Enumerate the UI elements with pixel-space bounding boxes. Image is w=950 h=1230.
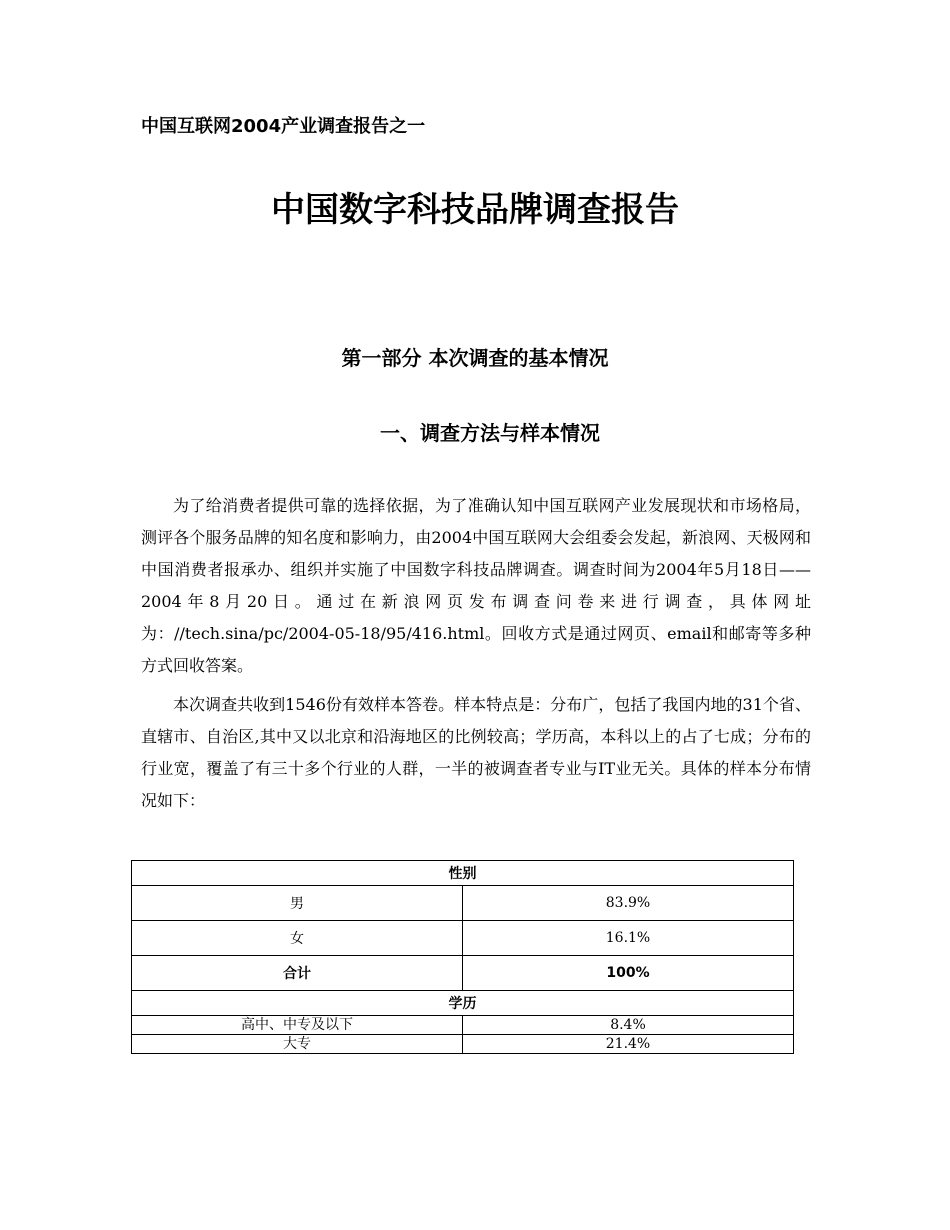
education-heading: 学历 (132, 991, 794, 1016)
section-heading: 一、调查方法与样本情况 (380, 421, 600, 445)
report-series-label: 中国互联网2004产业调查报告之一 (141, 116, 426, 137)
gender-value-male: 83.9% (463, 886, 794, 921)
sample-distribution-table (131, 860, 794, 1054)
body-paragraph-method: 为了给消费者提供可靠的选择依据，为了准确认知中国互联网产业发展现状和市场格局，测评各个服务品牌的知名度和影响力，由2004中国互联网大会组委会发起，新浪网、天极网和中国消费者报承办、组织并实施了中国数字科技品牌调查。调查时间为2004年5月18日——2004年8月20日。通过在新浪网页发布调查问卷来进行调查，具体网址为：//tech.sina/pc/2004-05-18/95/416.html。回收方式是通过网页、email和邮寄等多种方式回收答案。 (141, 496, 811, 675)
table-row (132, 1035, 794, 1054)
gender-total-value: 100% (463, 956, 794, 991)
report-title: 中国数字科技品牌调查报告 (271, 190, 679, 230)
education-label-highschool: 高中、中专及以下 (132, 1016, 463, 1035)
table-row (132, 1016, 794, 1035)
table-total-row (132, 956, 794, 991)
gender-label-female: 女 (132, 921, 463, 956)
table-section-header (132, 991, 794, 1016)
part-heading: 第一部分 本次调查的基本情况 (341, 346, 609, 370)
education-value-college: 21.4% (463, 1035, 794, 1054)
body-paragraph-sample: 本次调查共收到1546份有效样本答卷。样本特点是：分布广，包括了我国内地的31个省、直辖市、自治区,其中又以北京和沿海地区的比例较高；学历高，本科以上的占了七成；分布的行业宽，覆盖了有三十多个行业的人群，一半的被调查者专业与IT业无关。具体的样本分布情况如下： (141, 695, 811, 810)
table-section-header (132, 861, 794, 886)
gender-label-male: 男 (132, 886, 463, 921)
gender-heading: 性别 (132, 861, 794, 886)
table-row (132, 886, 794, 921)
education-value-highschool: 8.4% (463, 1016, 794, 1035)
table-row (132, 921, 794, 956)
gender-value-female: 16.1% (463, 921, 794, 956)
education-label-college: 大专 (132, 1035, 463, 1054)
gender-total-label: 合计 (132, 956, 463, 991)
